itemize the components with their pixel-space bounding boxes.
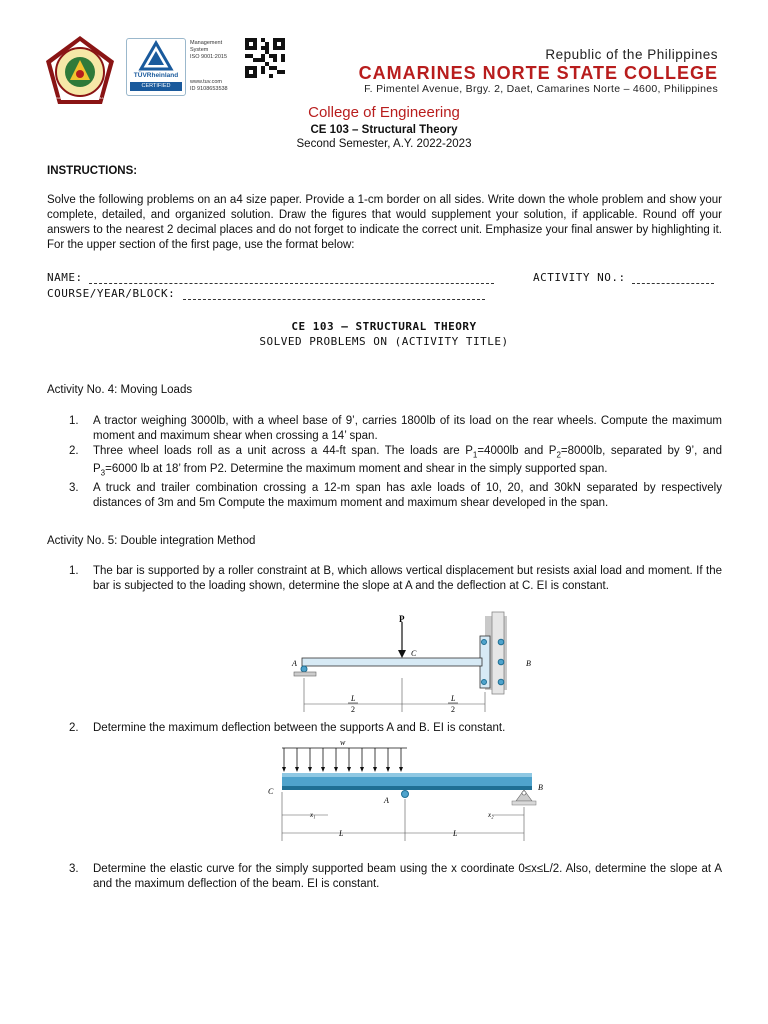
tuv-triangle-icon bbox=[127, 39, 185, 73]
problem-text: Three wheel loads roll as a unit across a 44-ft span. The loads are $P_1=4000lb$ and $P_2=8000lb$, separated by 9’, and $P_3=6000$ lb at 18’ from P2. Determine the maximum moment and shear in the simply supported span. bbox=[93, 445, 722, 478]
activity5-list-3 bbox=[47, 862, 722, 892]
republic-line: Republic of the Philippines bbox=[545, 47, 718, 62]
roller-icon bbox=[498, 659, 504, 665]
cert-badge: CERTIFIED bbox=[130, 82, 182, 91]
roller-icon bbox=[482, 680, 487, 685]
college-name: CAMARINES NORTE STATE COLLEGE bbox=[358, 63, 718, 83]
roller-icon bbox=[498, 679, 504, 685]
cert-line-1: Management bbox=[190, 40, 223, 46]
beam bbox=[302, 658, 482, 666]
activity4-list bbox=[47, 414, 722, 511]
cert-line-3: ISO 9001:2015 bbox=[190, 54, 228, 60]
activity5-list-1 bbox=[47, 564, 722, 594]
point-c-label: C bbox=[268, 787, 274, 796]
point-a-label: A bbox=[292, 659, 297, 668]
load-label: P bbox=[399, 614, 405, 624]
load-arrow-icon bbox=[398, 650, 406, 658]
college-address: F. Pimentel Avenue, Brgy. 2, Daet, Camarines Norte – 4600, Philippines bbox=[364, 83, 718, 95]
semester-line: Second Semester, A.Y. 2022-2023 bbox=[296, 138, 472, 150]
list-item: 1. The bar is supported by a roller constraint at B, which allows vertical displacement but resists axial load and moment. If the bar is subjected to the loading shown, determine the slope at A and the deflection at C. EI is constant. bbox=[69, 565, 722, 592]
qr-code-icon bbox=[245, 38, 285, 78]
dim-label-1-den: 2 bbox=[351, 705, 355, 714]
problem-text: Determine the elastic curve for the simply supported beam using the x coordinate 0≤x≤L/2. Also, determine the slope at A and the maximum deflection of the beam. EI is constant. bbox=[93, 863, 722, 890]
activity4-title: Activity No. 4: Moving Loads bbox=[47, 384, 193, 396]
activity5-title: Activity No. 5: Double integration Method bbox=[47, 535, 256, 547]
course-title: CE 103 – Structural Theory bbox=[310, 124, 458, 136]
roller-a-icon bbox=[301, 666, 307, 672]
dim-label-2-den: 2 bbox=[451, 705, 455, 714]
format-title-1: CE 103 – STRUCTURAL THEORY bbox=[291, 320, 477, 333]
instructions-body: Solve the following problems on an a4 size paper. Provide a 1-cm border on all sides. Write down the whole problem and show your complete, detailed, and organized solution. Draw the figures that would supplement your solution, if applicable. Round off your answers to the nearest 2 decimal places and do not forget to indicate the correct unit. Emphasize your final answer by highlighting it. For the upper section of the first page, use the format below: bbox=[47, 194, 722, 251]
seal-text: CAMARINES NORTE STATE COLLEGE bbox=[56, 96, 111, 100]
activity5-list-2 bbox=[47, 721, 722, 736]
figure-cantilever bbox=[280, 612, 540, 722]
name-blank bbox=[89, 273, 494, 284]
point-c-label: C bbox=[411, 649, 417, 658]
course-field-row bbox=[47, 287, 485, 300]
tuv-certification-logo bbox=[126, 38, 186, 96]
problem-text: A tractor weighing 3000lb, with a wheel base of 9’, carries 1800lb of its load on the rear wheels. Compute the maximum moment and maximum shear when crossing a 14’ span. bbox=[93, 415, 722, 442]
roller-icon bbox=[482, 640, 487, 645]
name-field-row bbox=[47, 271, 494, 284]
cert-web: www.tuv.com bbox=[190, 79, 222, 85]
problem-text: The bar is supported by a roller constraint at B, which allows vertical displacement but resists axial load and moment. If the bar is subjected to the loading shown, determine the slope at A and the deflection at C. EI is constant. bbox=[93, 565, 722, 592]
distributed-load-arrows bbox=[284, 748, 401, 770]
dim-label-1-num: L bbox=[351, 694, 356, 703]
point-a-label: A bbox=[384, 796, 389, 805]
dim-l-label-1: L bbox=[339, 829, 344, 838]
department-title: College of Engineering bbox=[308, 104, 460, 121]
list-item: 3. A truck and trailer combination crossing a 12-m span has axle loads of 10, 20, and 30kN separated by respectively distances of 3m and 5m Compute the maximum moment and maximum shear developed in the span. bbox=[69, 481, 722, 509]
list-item: 3. Determine the elastic curve for the simply supported beam using the x coordinate 0≤x≤L/2. Also, determine the slope at A and the maximum deflection of the beam. EI is constant. bbox=[69, 863, 722, 890]
college-seal bbox=[42, 34, 118, 110]
roller-icon bbox=[498, 639, 504, 645]
point-b-label: B bbox=[538, 783, 543, 792]
course-blank bbox=[183, 289, 485, 300]
activity-blank bbox=[632, 273, 714, 284]
format-title-2: SOLVED PROBLEMS ON (ACTIVITY TITLE) bbox=[259, 335, 509, 348]
point-b-label: B bbox=[526, 659, 531, 668]
course-label: COURSE/YEAR/BLOCK: bbox=[47, 287, 176, 300]
activity-field-row bbox=[533, 271, 714, 284]
list-item: 2. Determine the maximum deflection between the supports A and B. EI is constant. bbox=[69, 722, 506, 734]
figure-overhang-beam bbox=[262, 737, 552, 849]
x2-label: x₂ bbox=[488, 811, 494, 819]
problem-text: A truck and trailer combination crossing a 12-m span has axle loads of 10, 20, and 30kN separated by respectively distances of 3m and 5m Compute the maximum moment and maximum shear developed in the span. bbox=[93, 481, 722, 509]
load-label: w bbox=[340, 738, 346, 747]
ground-a bbox=[294, 672, 316, 676]
problem-text: Determine the maximum deflection between the supports A and B. EI is constant. bbox=[93, 722, 506, 734]
x1-label: x₁ bbox=[310, 811, 316, 819]
list-item: 2. Three wheel loads roll as a unit across a 44-ft span. The loads are $P_1=4000lb$ and $P_2=8000lb$, separated by 9’, and $P_3=6000$ lb at 18’ from P2. Determine the maximum moment and shear in the simply supported span. bbox=[69, 445, 722, 478]
dim-label-2-num: L bbox=[451, 694, 456, 703]
list-item: 1. A tractor weighing 3000lb, with a wheel base of 9’, carries 1800lb of its load on the rear wheels. Compute the maximum moment and maximum shear when crossing a 14’ span. bbox=[69, 415, 722, 442]
cert-id: ID 9108653538 bbox=[190, 86, 228, 92]
activity-label: ACTIVITY NO.: bbox=[533, 271, 626, 284]
cert-line-2: System bbox=[190, 47, 209, 53]
roller-a-icon bbox=[402, 791, 409, 798]
cert-brand: TÜVRheinland bbox=[133, 72, 179, 79]
instructions-heading: INSTRUCTIONS: bbox=[47, 165, 138, 177]
cert-details bbox=[190, 40, 242, 93]
dim-l-label-2: L bbox=[453, 829, 458, 838]
name-label: NAME: bbox=[47, 271, 83, 284]
